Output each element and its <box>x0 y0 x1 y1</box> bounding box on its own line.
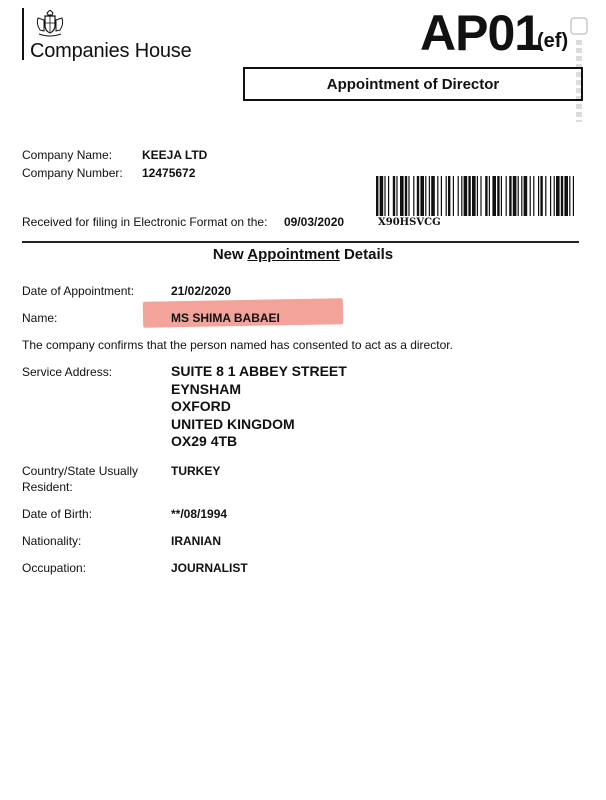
director-name: MS SHIMA BABAEI <box>171 311 280 325</box>
nationality-label: Nationality: <box>22 534 82 548</box>
address-line: UNITED KINGDOM <box>171 415 295 432</box>
section-title-pre: New <box>212 246 248 263</box>
form-code: AP01 <box>420 5 542 61</box>
appointment-date: 21/02/2020 <box>171 284 232 298</box>
appointment-date-label: Date of Appointment: <box>22 284 135 298</box>
barcode-icon <box>376 176 576 216</box>
address-line: SUITE 8 1 ABBEY STREET <box>171 363 347 379</box>
received-for-filing-label: Received for filing in Electronic Format on the: <box>22 215 268 229</box>
header-vertical-rule <box>22 8 24 60</box>
date-of-birth: **/08/1994 <box>171 507 228 521</box>
section-title-post: Details <box>339 246 394 263</box>
service-address <box>171 363 347 451</box>
consent-statement: The company confirms that the person named has consented to act as a director. <box>22 338 453 352</box>
occupation-label: Occupation: <box>22 561 87 575</box>
address-line: EYNSHAM <box>171 380 242 397</box>
form-title-box <box>243 67 583 101</box>
director-name-label: Name: <box>22 311 58 325</box>
organisation-name: Companies House <box>30 40 192 62</box>
residence-label-line-2: Resident: <box>22 480 73 494</box>
form-code-suffix: (ef) <box>537 30 569 52</box>
royal-coat-of-arms-icon <box>34 10 66 38</box>
section-divider <box>22 241 579 243</box>
service-address-label: Service Address: <box>22 365 113 379</box>
residence-label-line-1: Country/State Usually <box>22 464 139 478</box>
date-of-birth-label: Date of Birth: <box>22 507 93 521</box>
barcode-id: X90HSVCG <box>378 217 441 228</box>
nationality: IRANIAN <box>171 534 221 548</box>
section-title <box>0 246 606 263</box>
received-date: 09/03/2020 <box>284 215 345 229</box>
company-name: KEEJA LTD <box>142 148 208 162</box>
company-number: 12475672 <box>142 166 196 180</box>
company-number-label: Company Number: <box>22 166 123 180</box>
residence-country: TURKEY <box>171 464 221 478</box>
occupation: JOURNALIST <box>171 561 248 575</box>
company-name-label: Company Name: <box>22 148 113 162</box>
address-line: OXFORD <box>171 398 231 414</box>
form-title: Appointment of Director <box>326 75 500 93</box>
section-title-underlined: Appointment <box>247 246 340 263</box>
address-line: OX29 4TB <box>171 433 238 449</box>
